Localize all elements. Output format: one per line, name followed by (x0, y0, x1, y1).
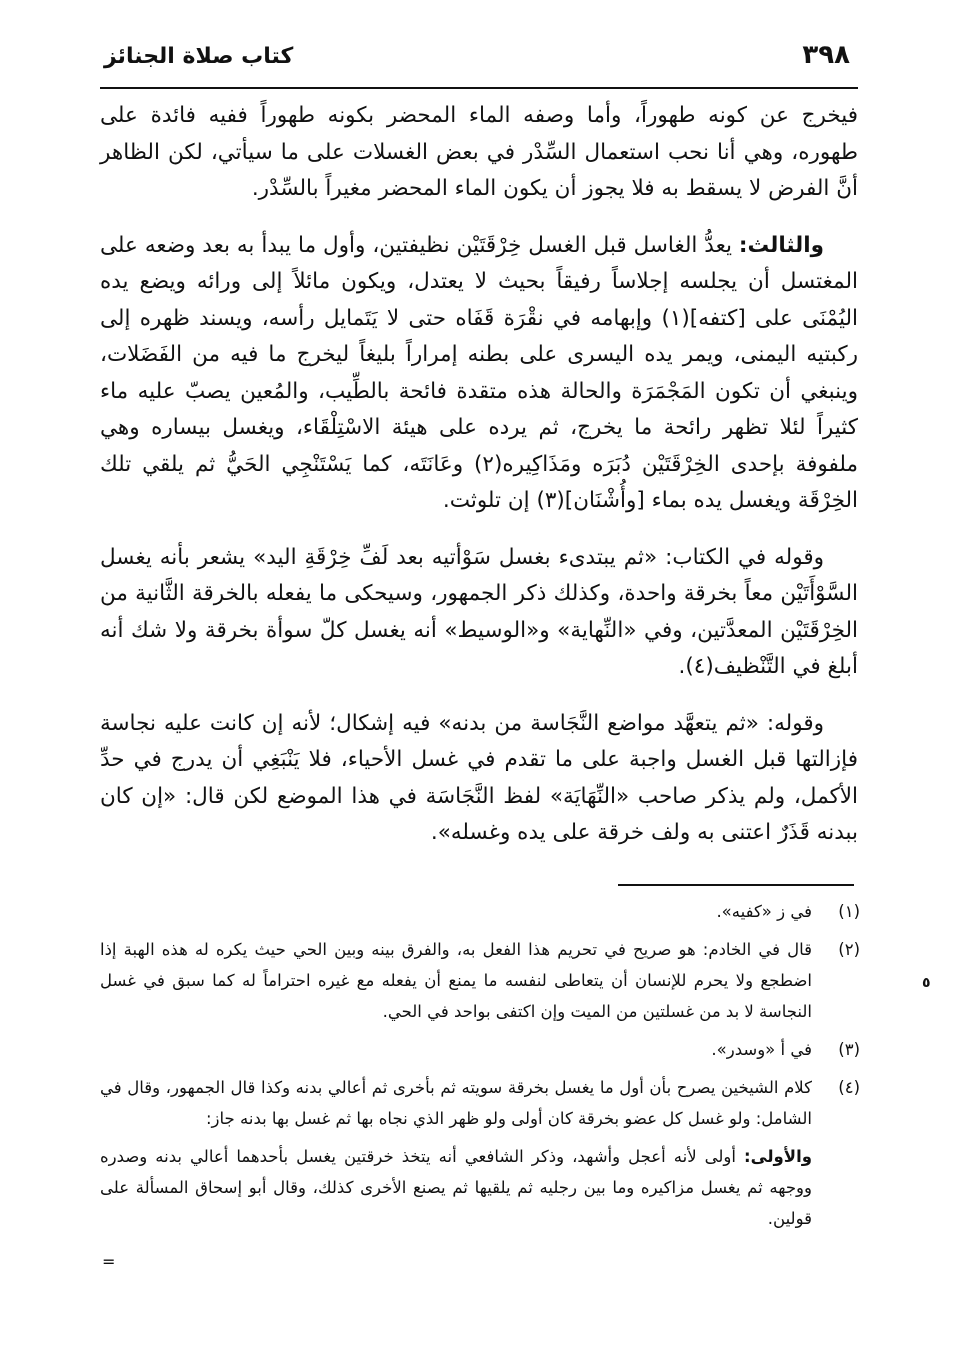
bottom-mark: = (102, 1252, 116, 1271)
footnote (100, 896, 860, 927)
paragraph-1: فيخرج عن كونه طهوراً، وأما وصفه الماء المحضر بكونه طهوراً ففيه فائدة على طهوره، وهي أنا نحب استعمال السِّدْر في بعض الغسلات على ما سيأتي، لكن الظاهر أنَّ الفرض لا يسقط به فلا يجوز أن يكون الماء المحضر مغيراً بالسِّدْر. (100, 103, 858, 201)
page-header (100, 38, 858, 82)
footnote (100, 1072, 860, 1134)
footnotes (100, 896, 860, 1234)
footnote-number: (٣) (838, 1040, 860, 1059)
paragraph-2 (100, 228, 858, 520)
footnote-continuation-text: أولى لأنه أعجل وأشهد، وذكر الشافعي أنه يتخذ خرقتين يغسل بأحدهما أعالي بدنه وصدره ووجهه ثم يغسل مزاكيره وما بين رجليه ثم يلقيها ثم يصنع الأخرى كذلك، وقال أبو إسحاق المسألة على قولين. (100, 1147, 812, 1228)
margin-mark: ٥ (922, 975, 931, 991)
running-title: كتاب صلاة الجنائز (104, 44, 294, 69)
footnote-continuation-lead: والأولى: (744, 1147, 812, 1166)
footnote-number: (١) (838, 902, 860, 921)
footnote-number: (٢) (838, 940, 860, 959)
header-divider (100, 87, 858, 89)
paragraph-2-lead: والثالث: (738, 232, 824, 258)
footnote (100, 1034, 860, 1065)
footnote (100, 934, 860, 1027)
footnote-continuation (100, 1141, 860, 1234)
page-number: ٣٩٨ (802, 40, 850, 70)
footnote-text: كلام الشيخين يصرح بأن أول ما يغسل بخرقة سويته ثم بأخرى ثم أعالي بدنه وكذا قال الجمهور، وقال في الشامل: ولو غسل كل عضو بخرقة كان أولى ولو ظهر الذي نجاه بها ثم غسل بها بدنه جاز: (100, 1078, 812, 1128)
footnote-text: قال في الخادم: هو صريح في تحريم هذا الفعل به، والفرق بينه وبين الحي حيث يكره له هذه الهبة إذا اضطجع ولا يحرم للإنسان أن يتعاطى لنفسه ما يمنع أن يفعله مع غيره احتراماً له كما سبق في غسل النجاسة لا بد من غسلتين من الميت وإن اكتفى بواحد في الحي. (100, 940, 812, 1021)
main-text (100, 98, 858, 852)
footnote-divider (618, 884, 854, 886)
footnote-number: (٤) (838, 1078, 860, 1097)
paragraph-3: وقوله في الكتاب: «ثم يبتدىء بغسل سَوْأتيه بعد لَفِّ خِرْقَةِ اليد» يشعر بأنه يغسل السَّوْأَتَيْن معاً بخرقة واحدة، وكذلك ذكر الجمهور، وسيحكى ما يفعله بالخرقة الثَّانية من الخِرْقَتَيْن المعدَّتين، وفي «النِّهاية» و«الوسيط» أنه يغسل كلّ سوأة بخرقة ولا شك أنه أبلغ في التَّنْظيف(٤). (100, 544, 858, 679)
paragraph-2-text: يعدُّ الغاسل قبل الغسل خِرْقَتَيْن نظيفتين، وأول ما يبدأ به بعد وضعه على المغتسل أن يجلسه إجلاساً رفيقاً بحيث لا يعتدل، ويكون مائلاً إلى ورائه ويضع يده اليُمْنَى على [كتفه](١) وإبهامه في نقْرَة قَفَاه حتى لا يَتَمايل رأسه، ويسند ظهره إلى ركبتيه اليمنى، ويمر يده اليسرى على بطنه إمراراً بليغاً ليخرج ما فيه من الفَضَلات، وينبغي أن تكون المَجْمَرَة والحالة هذه متقدة فائحة بالطِّيب، والمُعين يصبّ عليه ماء كثيراً لئلا تظهر رائحة ما يخرج، ثم يرده على هيئة الاسْتِلْقَاء، ويغسل بيساره وهي ملفوفة بإحدى الخِرْقَتَيْن دُبَرَه ومَذَاكِيره(٢) وعَانَتَه، كما يَسْتَنْجِي الحَيُّ ثم يلقي تلك الخِرْقَة ويغسل يده بماء [وأُشْنَان](٣) إن تلوثت. (100, 232, 858, 513)
paragraph-4: وقوله: «ثم يتعهَّد مواضع النَّجَاسة من بدنه» فيه إشكال؛ لأنه إن كانت عليه نجاسة فإزالتها قبل الغسل واجبة على ما تقدم في غسل الأحياء، فلا يَنْبَغِي أن يدرج في حدِّ الأكمل، ولم يذكر صاحب «النِّهَايَة» لفظ النَّجَاسَة في هذا الموضع لكن قال: «إن كان ببدنه قَذَرٌ اعتنى به ولف خرقة على يده وغسله». (100, 710, 858, 845)
footnote-text: في أ «وسدر». (711, 1040, 812, 1059)
footnote-text: في ز «كفيه». (716, 902, 812, 921)
